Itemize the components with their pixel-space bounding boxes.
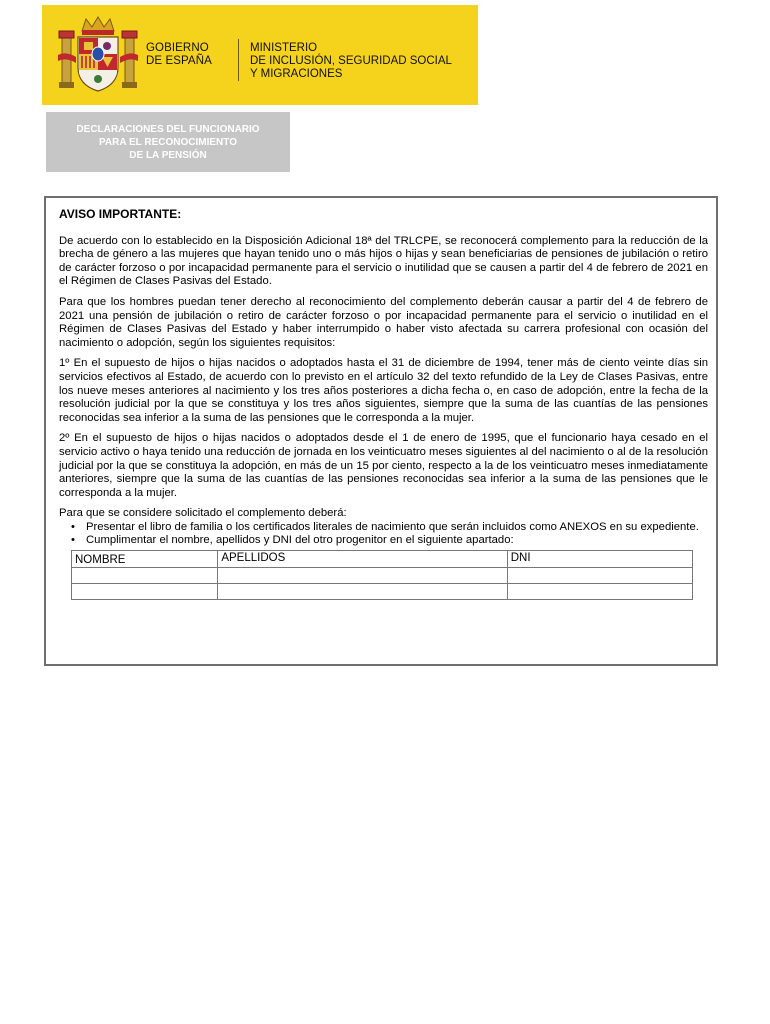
dni-field[interactable] [507,568,692,584]
important-notice-box [44,196,718,666]
nombre-field[interactable] [72,568,218,584]
government-header [42,5,478,105]
form-title-line: PARA EL RECONOCIMIENTO [99,136,237,148]
government-name: GOBIERNO DE ESPAÑA [146,42,212,67]
apellidos-header: APELLIDOS [218,551,507,568]
other-parent-table [71,550,693,600]
nombre-header: NOMBRE [72,551,218,568]
table-row [72,584,693,600]
table-header-row [72,551,693,568]
header-divider [238,39,239,81]
notice-paragraph: 2º En el supuesto de hijos o hijas nacidos o adoptados desde el 1 de enero de 1995, que el funcionario haya cesado en el servicio activo o haya tenido una reducción de jornada en los veinticuatro meses siguientes al del nacimiento o al de la resolución judicial por la que se constituya la adopción, en más de un 15 por ciento, respecto a la de los veinticuatro meses inmediatamente anteriores, siempre que la suma de las cuantías de las pensiones reconocidas sea inferior a la suma de las pensiones que le corresponda a la mujer. [59,432,708,499]
form-title-line: DE LA PENSIÓN [129,149,207,161]
dni-field[interactable] [507,584,692,600]
form-title-box [46,112,290,172]
ministry-name: MINISTERIO DE INCLUSIÓN, SEGURIDAD SOCIAL Y MIGRACIONES [250,42,452,80]
apellidos-field[interactable] [218,584,507,600]
notice-paragraph: 1º En el supuesto de hijos o hijas nacidos o adoptados hasta el 31 de diciembre de 1994, tener más de ciento veinte días sin servicios efectivos al Estado, de acuerdo con lo previsto en el artículo 32 del texto refundido de la Ley de Clases Pasivas, entre los nueve meses anteriores al nacimiento y los tres años posteriores a dicha fecha o, en caso de adopción, entre la fecha de la resolución judicial por la que se constituya y los tres años siguientes, siempre que la suma de las cuantías de las pensiones reconocidas sea inferior a la suma de las pensiones que le corresponda a la mujer. [59,357,708,424]
list-item: • Cumplimentar el nombre, apellidos y DNI del otro progenitor en el siguiente apartado: [86,534,708,548]
notice-paragraph: Para que los hombres puedan tener derecho al reconocimiento del complemento deberán causar a partir del 4 de febrero de 2021 una pensión de jubilación o retiro de carácter forzoso o por incapacidad permanente para el servicio o inutilidad en el Régimen de Clases Pasivas del Estado y haber interrumpido o haber visto afectada su carrera profesional con ocasión del nacimiento o adopción, según los siguientes requisitos: [59,295,708,349]
table-row [72,568,693,584]
requirements-intro: Para que se considere solicitado el complemento deberá: [59,507,347,520]
coat-of-arms-icon [56,13,140,97]
nombre-field[interactable] [72,584,218,600]
notice-title: AVISO IMPORTANTE: [59,207,182,221]
requirements-list [59,521,708,548]
dni-header: DNI [507,551,692,568]
notice-paragraph: De acuerdo con lo establecido en la Disposición Adicional 18ª del TRLCPE, se reconocerá complemento para la reducción de la brecha de género a las mujeres que hayan tenido uno o más hijos o hijas y sean beneficiarias de pensiones de jubilación o retiro de carácter forzoso o por incapacidad permanente para el servicio o inutilidad que se causen a partir del 4 de febrero de 2021 en el Régimen de Clases Pasivas del Estado. [59,234,708,288]
apellidos-field[interactable] [218,568,507,584]
form-title-line: DECLARACIONES DEL FUNCIONARIO [76,123,260,135]
list-item: • Presentar el libro de familia o los certificados literales de nacimiento que serán incluidos como ANEXOS en su expediente. [86,521,708,535]
